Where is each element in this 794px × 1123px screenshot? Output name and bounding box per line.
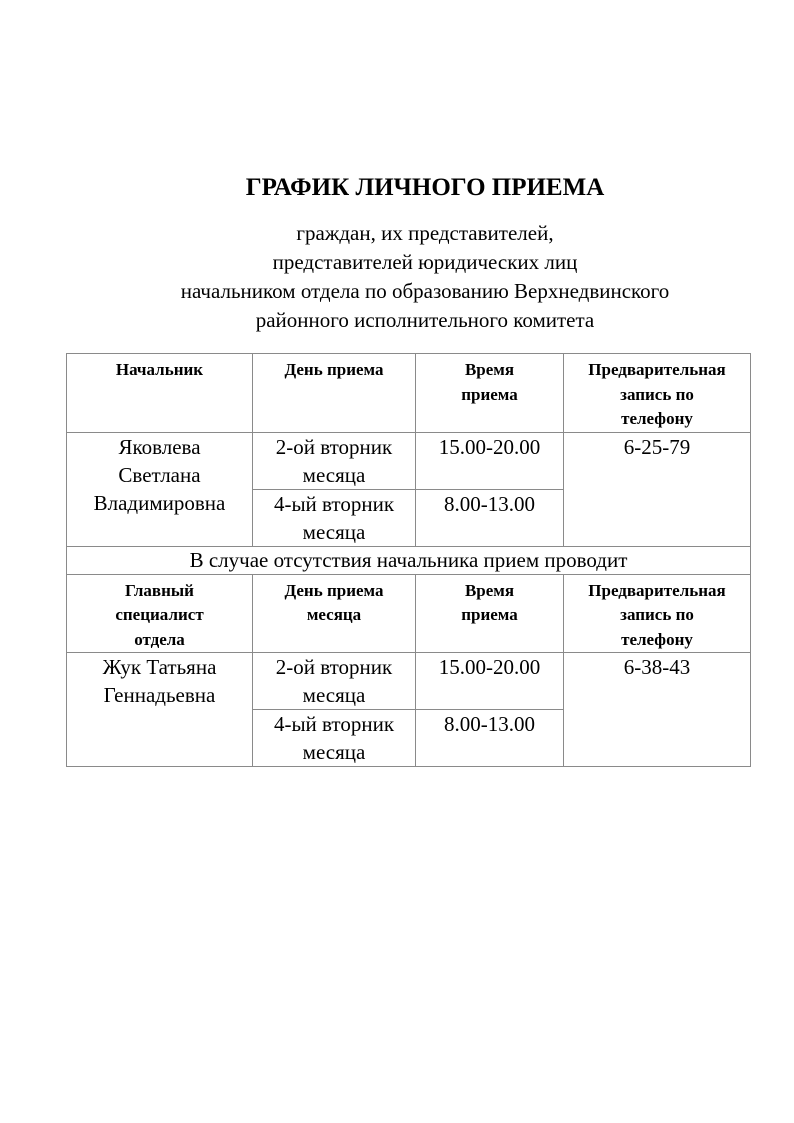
time-cell: [416, 432, 564, 489]
day-cell: [253, 489, 416, 546]
person-name-line: Геннадьевна: [103, 683, 216, 707]
day-line: месяца: [302, 683, 366, 707]
header-text: месяца: [306, 605, 362, 624]
day-line: месяца: [302, 462, 366, 487]
header-text: специалист: [115, 605, 204, 624]
schedule-table: [66, 353, 751, 767]
header-text: День приема: [284, 360, 384, 379]
phone-cell: [564, 653, 751, 767]
header-text: телефону: [621, 409, 693, 428]
header-cell-phone: [564, 574, 751, 653]
day-line: месяца: [302, 519, 366, 544]
header-text: День приема: [284, 580, 384, 600]
table-row: [67, 653, 751, 710]
absence-note-text: В случае отсутствия начальника прием проводит: [189, 547, 628, 572]
header-text: запись по: [620, 384, 694, 404]
header-cell-specialist: [67, 574, 253, 653]
absence-note-row: [67, 546, 751, 574]
day-cell: [253, 710, 416, 767]
subtitle-line: представителей юридических лиц: [272, 250, 578, 274]
day-cell: [253, 653, 416, 710]
header-text: Начальник: [115, 360, 204, 379]
time-value: 8.00-13.00: [444, 491, 535, 516]
header-text: отдела: [134, 629, 185, 649]
time-value: 15.00-20.00: [438, 655, 541, 679]
header-text: Главный: [125, 580, 194, 600]
table-row: [67, 432, 751, 489]
header-text: приема: [461, 384, 518, 404]
header-text: Предварительная: [588, 360, 726, 379]
subtitle-line: начальником отдела по образованию Верхнедвинского: [180, 279, 670, 303]
time-value: 15.00-20.00: [438, 434, 541, 459]
header-cell-day: [253, 354, 416, 433]
subtitle-line: граждан, их представителей,: [296, 221, 554, 245]
person-name-line: Светлана: [118, 462, 201, 487]
person-name-line: Жук Татьяна: [102, 655, 217, 679]
person-name-line: Яковлева: [118, 434, 201, 459]
header-cell-phone: [564, 354, 751, 433]
time-cell: [416, 710, 564, 767]
day-line: 4-ый вторник: [273, 712, 395, 736]
person-name-cell: [67, 653, 253, 767]
header-text: приема: [461, 605, 518, 624]
day-line: 2-ой вторник: [275, 434, 393, 459]
absence-note: [67, 546, 751, 574]
table-header-row: [67, 574, 751, 653]
phone-cell: [564, 432, 751, 546]
header-cell-day: [253, 574, 416, 653]
person-name-cell: [67, 432, 253, 546]
header-text: телефону: [621, 629, 693, 649]
subtitle: [0, 219, 794, 335]
header-text: запись по: [620, 605, 694, 624]
header-cell-head: [67, 354, 253, 433]
header-cell-time: [416, 574, 564, 653]
phone-value: 6-38-43: [623, 655, 691, 679]
day-line: месяца: [302, 740, 366, 764]
time-value: 8.00-13.00: [444, 712, 535, 736]
header-text: Время: [464, 360, 515, 379]
page-title: ГРАФИК ЛИЧНОГО ПРИЕМА: [245, 174, 605, 201]
phone-value: 6-25-79: [623, 434, 691, 459]
person-name-line: Владимировна: [93, 490, 226, 515]
time-cell: [416, 653, 564, 710]
subtitle-line: районного исполнительного комитета: [255, 308, 595, 332]
time-cell: [416, 489, 564, 546]
day-line: 4-ый вторник: [273, 491, 395, 516]
header-cell-time: [416, 354, 564, 433]
day-line: 2-ой вторник: [275, 655, 393, 679]
header-text: Предварительная: [588, 580, 726, 600]
table-header-row: [67, 354, 751, 433]
day-cell: [253, 432, 416, 489]
header-text: Время: [464, 580, 515, 600]
